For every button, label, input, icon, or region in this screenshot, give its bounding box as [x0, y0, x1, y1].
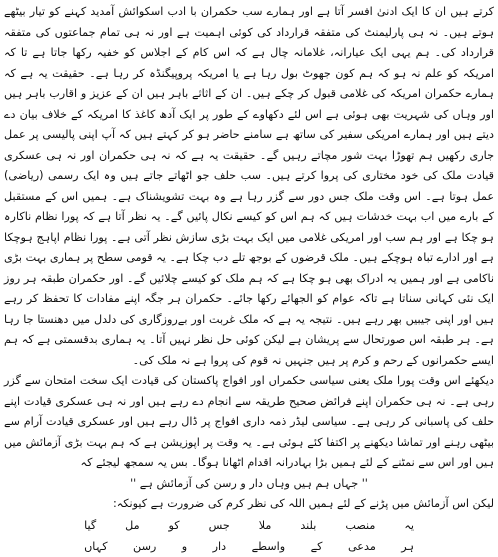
poem-word: کو	[168, 518, 180, 532]
poem-couplet	[84, 515, 414, 557]
poem-word: مدعی	[347, 539, 376, 553]
poem-word: ملا	[258, 518, 272, 532]
poem-word: ہر	[401, 539, 414, 553]
poem-verse	[84, 515, 414, 536]
poem-word: گیا	[84, 518, 97, 532]
poem-word: دار	[212, 539, 227, 553]
poem-word: منصب	[345, 518, 376, 532]
poem-word: کے	[310, 539, 323, 553]
poem-word: یہ	[404, 518, 414, 532]
poem-word: مل	[125, 518, 140, 532]
quote-line: '' جہاں ہم ہیں وہاں دار و رسن کی آزمائش ہے ''	[130, 476, 368, 490]
poem-word: جس	[208, 518, 230, 532]
lead-in-line: لیکن اس آزمائش میں پڑنے کے لئے ہمیں اللہ کی نظر کرم کی ضرورت ہے کیونکہ:	[112, 497, 494, 510]
poem-word: رسن	[133, 539, 157, 553]
article-paragraph: دیکھئے اس وقت پورا ملک یعنی سیاسی حکمراں اور افواج پاکستان کی قیادت ایک سخت امتحان سے گزر رہی ہے۔ نہ ہی حکمران اپنے فرائض صحیح طریقہ سے انجام دے رہے ہیں اور نہ ہی عسکری قیادت اپنے حلف کی پاسبانی کر رہی ہے۔ سیاسی لیڈر ذمہ داری افواج پر ڈال رہے ہیں اور عسکری قیادت آرام سے بیٹھی رہنے اور تماشا دیکھنے پر اکتفا کئے ہوئی ہے۔ یہ وقت پر اپوزیشن ہے کہ ہم بہت بڑی آزمائش میں ہیں اور اس سے نمٹنے کے لئے ہمیں بڑا بہادرانہ اقدام اٹھانا ہوگا۔ بس یہ سمجھ لیجئے کہ	[4, 374, 494, 469]
poem-word: بلند	[300, 518, 317, 532]
poem-word: واسطے	[251, 539, 286, 553]
poem-word: و	[181, 539, 188, 553]
poem-verse	[84, 536, 414, 557]
poem-word: کہاں	[84, 539, 108, 553]
article-paragraph: کرتے ہیں ان کا ایک ادنیٰ افسر آتا ہے اور ہمارے سب حکمران با ادب اسکوائش آمدید کہنے کو تیار بیٹھے ہوتے ہیں۔ نہ ہی پارلیمنٹ کی متفقہ قرارداد کی کوئی اہمیت ہے اور نہ ہی تمام جماعتوں کی متفقہ قرارداد کی۔ ہم یہی ایک عیارانہ، غلامانہ چال ہے کہ اس کام کے اجلاس کو خفیہ رکھا جاتا ہے تا کہ امریکہ کو علم نہ ہو کہ ہم کون جھوٹ بول رہا ہے یا امریکہ پروپیگنڈہ کر رہا ہے۔ حقیقت یہ ہے کہ ہمارے حکمران امریکہ کی غلامی قبول کر چکے ہیں۔ ان کے اثاثے باہر ہیں ان کے عزیز و اقارب باہر ہیں اور وہاں کی شہریت بھی ہوئی ہے اس لئے دکھاوے کے طور پر ایک آدھ کاغذ کا امریکہ کے خلاف بیان دے دیتے ہیں اور ہمارے امریکی سفیر کی ساتھ ہے سامنے حاضر ہو کر کہتے ہیں کہ آپ اپنی پالیسی پر عمل جاری رکھیں ہم تھوڑا بہت شور مچاتے رہیں گے۔ حقیقت یہ ہے کہ نہ ہی حکمران اور نہ ہی عسکری قیادت ملک کی خود مختاری کی پروا کرتے ہیں۔ سب حلف جو اٹھاتے جاتے ہیں وہ ایک رسمی (ریاضی) عمل ہوتا ہے۔ اس وقت ملک جس دور سے گزر رہا ہے وہ بہت تشویشناک ہے۔ ہمیں اس کے مستقبل کے بارے میں اب بہت خدشات ہیں کہ ہم اس کو کیسے نکال پائیں گے۔ یہ نظر آتا ہے کہ پورا نظام ناکارہ ہو چکا ہے اور ہم سب اور امریکی غلامی میں ایک بہت بڑی سازش نظر آتی ہے۔ پورا نظام اپاہج ہوچکا ہے اور ادارے تباہ ہوچکے ہیں۔ ملک قرضوں کے بوجھ تلے دب چکا ہے۔ یہ قومی سطح پر ہماری بہت بڑی ناکامی ہے اور ہمیں یہ ادراک بھی ہو چکا ہے کہ ہم ملک کو کیسے چلائیں گے۔ اور حکمران طبقہ ہر روز ایک نئی کہانی سناتا ہے تاکہ عوام کو الجھائے رکھا جائے۔ حکمران ہر جگہ اپنے مفادات کا تحفظ کر رہے ہیں اور اپنی جیبیں بھر رہے ہیں۔ نتیجہ یہ ہے کہ ملک غربت اور بےروزگاری کی دلدل میں دھنستا جا رہا ہے۔ ہر طبقہ اس صورتحال سے پریشان ہے لیکن کوئی حل نظر نہیں آتا۔ یہ ہماری بدقسمتی ہے کہ ہم ایسے حکمرانوں کے رحم و کرم پر ہیں جنہیں نہ قوم کی پروا ہے نہ ملک کی۔	[4, 5, 494, 367]
